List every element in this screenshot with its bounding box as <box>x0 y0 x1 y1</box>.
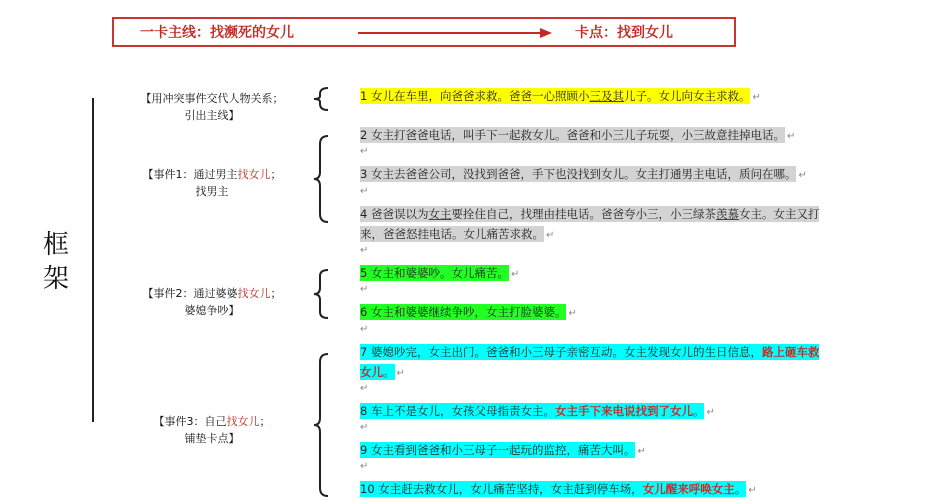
event-label-2 <box>128 285 296 319</box>
event-label-line: 引出主线】 <box>184 109 240 122</box>
row-segment-underlined: 羡慕 <box>715 207 739 221</box>
row-text: 3 女主去爸爸公司，没找到爸爸，手下也没找到女儿。女主打通男主电话，质问在哪。 <box>360 167 797 181</box>
event-label-highlight: 找女儿 <box>237 168 271 181</box>
row-text <box>360 481 746 497</box>
paragraph-mark: ↵ <box>360 245 369 256</box>
event-label-line: 【事件1：通过男主 <box>142 168 238 181</box>
text-row-4-line2 <box>360 224 554 246</box>
row-text: 2 女主打爸爸电话，叫手下一起救女儿。爸爸和小三儿子玩耍，小三故意挂掉电话。 <box>360 128 785 142</box>
row-segment: 10 女主赶去救女儿，女儿痛苦坚持，女主赶到停车场， <box>360 482 643 496</box>
event-label-intro <box>128 90 296 124</box>
paragraph-mark: ↵ <box>360 461 369 472</box>
event-label-line: ； <box>270 287 282 300</box>
row-segment: 儿子。女儿向女主求救。 <box>623 89 751 103</box>
event-label-line: 【事件2：通过婆婆 <box>142 287 238 300</box>
brace-intro <box>308 86 332 112</box>
row-text: 5 女主和婆婆吵。女儿痛苦。 <box>360 266 509 280</box>
row-segment: 。 <box>383 365 395 379</box>
paragraph-mark: ↵ <box>752 92 761 103</box>
paragraph-mark: ↵ <box>568 308 577 319</box>
paragraph-mark: ↵ <box>360 186 369 197</box>
row-segment-red: 女儿 <box>360 365 383 379</box>
text-row-9 <box>360 440 646 462</box>
paragraph-mark: ↵ <box>546 230 555 241</box>
row-text: 来，爸爸怒挂电话。女儿痛苦求救。 <box>360 227 544 241</box>
paragraph-mark: ↵ <box>706 407 715 418</box>
paragraph-mark: ↵ <box>637 446 646 457</box>
paragraph-mark: ↵ <box>360 324 369 335</box>
row-segment: 要拴住自己，找理由挂电话。爸爸夸小三，小三绿茶 <box>451 207 716 221</box>
text-row-1 <box>360 86 761 108</box>
card-point-title: 卡点：找到女儿 <box>575 25 673 41</box>
text-row-10 <box>360 479 757 501</box>
row-segment: 女主。女主又打 <box>738 207 820 221</box>
row-text <box>360 88 750 104</box>
paragraph-mark: ↵ <box>748 485 757 496</box>
event-label-highlight: 找女儿 <box>237 287 271 300</box>
row-segment-underlined: 女主 <box>428 207 452 221</box>
row-segment: 8 车上不是女儿，女孩父母指责女主。 <box>360 404 555 418</box>
paragraph-mark: ↵ <box>360 383 369 394</box>
row-text <box>360 364 395 380</box>
arrow-right-icon <box>356 26 556 40</box>
text-row-3 <box>360 164 807 186</box>
row-segment-red: 女主手下来电说找到了女儿 <box>554 404 693 418</box>
text-row-2 <box>360 125 795 147</box>
text-row-7 <box>360 342 819 362</box>
row-segment: 。 <box>734 482 747 496</box>
row-segment: 1 女儿在车里，向爸爸求救。爸爸一心照顾小 <box>360 89 590 103</box>
paragraph-mark: ↵ <box>798 170 807 181</box>
paragraph-mark: ↵ <box>786 131 796 142</box>
brace-event-1 <box>308 134 332 224</box>
row-text: 9 女主看到爸爸和小三母子一起玩的监控，痛苦大叫。 <box>360 443 636 457</box>
row-text <box>360 344 819 360</box>
text-row-8 <box>360 401 715 423</box>
row-segment-underlined: 三及其 <box>589 89 624 103</box>
text-row-4 <box>360 204 819 224</box>
event-label-line: 【事件3：自己 <box>153 415 227 428</box>
event-label-line: 铺垫卡点】 <box>184 432 240 445</box>
row-segment: 7 婆媳吵完，女主出门。爸爸和小三母子亲密互动。女主发现女儿的生日信息， <box>360 345 762 359</box>
row-segment-red: 路上砸车救 <box>761 345 820 359</box>
framework-label: 框架 <box>42 230 69 294</box>
paragraph-mark: ↵ <box>360 422 369 433</box>
row-text <box>360 206 819 222</box>
event-label-3 <box>128 413 296 447</box>
paragraph-mark: ↵ <box>510 269 520 280</box>
event-label-line: 婆媳争吵】 <box>184 304 240 317</box>
text-row-7-line2 <box>360 362 405 384</box>
event-label-line: 找男主 <box>195 185 229 198</box>
event-label-highlight: 找女儿 <box>226 415 260 428</box>
framework-line <box>92 98 94 422</box>
event-label-1 <box>128 166 296 200</box>
brace-event-2 <box>308 268 332 320</box>
row-segment-red: 女儿醒来呼唤女主 <box>642 482 735 496</box>
paragraph-mark: ↵ <box>360 146 369 157</box>
event-label-line: ； <box>259 415 271 428</box>
row-text: 6 女主和婆婆继续争吵，女主打脸婆婆。 <box>360 305 567 319</box>
row-segment: 。 <box>692 404 705 418</box>
row-segment: 4 爸爸误以为 <box>360 207 429 221</box>
text-row-5 <box>360 263 519 285</box>
main-line-title: 一卡主线：找濒死的女儿 <box>140 25 294 41</box>
row-text <box>360 403 704 419</box>
brace-event-3 <box>308 352 332 498</box>
text-row-6 <box>360 302 577 324</box>
paragraph-mark: ↵ <box>396 368 405 379</box>
event-label-line: ； <box>270 168 282 181</box>
event-label-line: 【用冲突事件交代人物关系； <box>140 92 284 105</box>
paragraph-mark: ↵ <box>360 284 369 295</box>
